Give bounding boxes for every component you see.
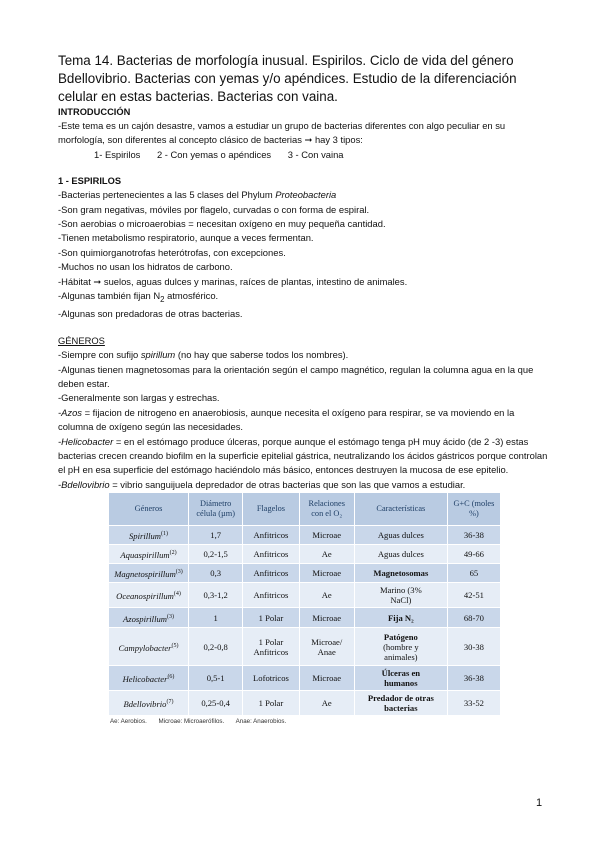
oxygen-cell: Microae [299, 608, 354, 628]
table-row [109, 564, 501, 583]
table-row [109, 628, 501, 666]
espirilos-line: -Hábitat ➞ suelos, aguas dulces y marinas, raíces de plantas, intestino de animales. [58, 275, 408, 287]
table-row [109, 583, 501, 608]
oxygen-cell: Microae [299, 526, 354, 545]
espirilos-line: -Muchos no usan los hidratos de carbono. [58, 261, 233, 273]
espirilos-line: -Bacterias pertenecientes a las 5 clases del Phylum Proteobacteria [58, 189, 337, 201]
column-header: Diámetro célula (µm) [189, 493, 243, 526]
diameter-cell: 0,2-1,5 [189, 545, 243, 564]
column-header: Flagelos [243, 493, 299, 526]
gc-cell: 49-66 [447, 545, 500, 564]
features-cell: Predador de otras bacterias [354, 691, 447, 716]
features-cell: Aguas dulces [354, 545, 447, 564]
generos-line: -Generalmente son largas y estrechas. [58, 392, 220, 404]
genus-cell: Campylobacter$^{(5)}$ [109, 628, 189, 666]
espirilos-line: -Algunas son predadoras de otras bacterias. [58, 308, 243, 320]
gc-cell: 42-51 [447, 583, 500, 608]
type-item: 3 - Con vaina [287, 148, 344, 160]
gc-cell: 36-38 [447, 666, 500, 691]
diameter-cell: 0,2-0,8 [189, 628, 243, 666]
features-cell: Aguas dulces [354, 526, 447, 545]
flagella-cell: 1 Polar [243, 691, 299, 716]
diameter-cell: 0,25-0,4 [189, 691, 243, 716]
intro-heading: INTRODUCCIÓN [58, 107, 131, 117]
column-header: Géneros [109, 493, 189, 526]
table-row [109, 691, 501, 716]
table-row [109, 545, 501, 564]
type-item: 1- Espirilos [94, 148, 141, 160]
table-row [109, 666, 501, 691]
espirilos-line: -Algunas también fijan $N_2$ atmosférico. [58, 290, 219, 304]
features-cell: Fija N₂ [354, 608, 447, 628]
genus-cell: Spirillum$^{(1)}$ [109, 526, 189, 545]
diameter-cell: 1,7 [189, 526, 243, 545]
gc-cell: 68-70 [447, 608, 500, 628]
flagella-cell: Anfitricos [243, 545, 299, 564]
intro-text: -Este tema es un cajón desastre, vamos a estudiar un grupo de bacterias diferentes con algo peculiar en su morfología, son diferentes al concepto clásico de bacterias ➞ hay 3 tipos: [58, 120, 506, 146]
espirilos-line: -Son gram negativas, móviles por flagelo, curvadas o con forma de espiral. [58, 203, 370, 215]
page-number: 1 [536, 797, 543, 809]
types-list [94, 148, 548, 162]
flagella-cell: Lofotricos [243, 666, 299, 691]
features-cell: Magnetosomas [354, 564, 447, 583]
gc-cell: 33-52 [447, 691, 500, 716]
generos-line: -Helicobacter = en el estómago produce úlceras, porque aunque el estómago tenga pH muy ácido (de 2 -3) estas bacterias crecen creando biofilm en la superficie epitelial gástrica, neutralizando los ácidos gástricos porque controlan el pH en esa superficie del estómago haciéndolo más básico, entonces destruyen la mucosa de ese epitelio. [58, 435, 548, 476]
oxygen-cell: Microae [299, 666, 354, 691]
generos-line: -Bdellovibrio = vibrio sanguijuela depredador de otras bacterias que son las que vamos a estudiar. [58, 478, 466, 490]
genus-cell: Azospirillum$^{(3)}$ [109, 608, 189, 628]
features-cell: Patógeno (hombre y animales) [354, 628, 447, 666]
diameter-cell: 0,3 [189, 564, 243, 583]
genus-cell: Oceanospirillum$^{(4)}$ [109, 583, 189, 608]
table-legend: Ae: Aerobios. Microae: Microaerófilos. Anae: Anaerobios. [110, 718, 287, 726]
flagella-cell: Anfitricos [243, 564, 299, 583]
diameter-cell: 1 [189, 608, 243, 628]
table-row [109, 526, 501, 545]
column-header: Características [354, 493, 447, 526]
flagella-cell: Anfitricos [243, 583, 299, 608]
type-item: 2 - Con yemas o apéndices [156, 148, 272, 160]
espirilos-heading: 1 - ESPIRILOS [58, 176, 122, 187]
gc-cell: 30-38 [447, 628, 500, 666]
flagella-cell: 1 Polar Anfitricos [243, 628, 299, 666]
flagella-cell: Anfitricos [243, 526, 299, 545]
genus-cell: Bdellovibrio$^{(7)}$ [109, 691, 189, 716]
generos-heading: GÉNEROS [58, 334, 105, 346]
oxygen-cell: Ae [299, 545, 354, 564]
oxygen-cell: Microae/ Anae [299, 628, 354, 666]
table-row [109, 608, 501, 628]
bacteria-table [108, 492, 501, 716]
diameter-cell: 0,3-1,2 [189, 583, 243, 608]
flagella-cell: 1 Polar [243, 608, 299, 628]
column-header: G+C (moles %) [447, 493, 500, 526]
column-header: Relaciones con el O₂ [299, 493, 354, 526]
genus-cell: Magnetospirillum$^{(3)}$ [109, 564, 189, 583]
diameter-cell: 0,5-1 [189, 666, 243, 691]
features-cell: Marino (3% NaCl) [354, 583, 447, 608]
page [58, 52, 548, 725]
oxygen-cell: Microae [299, 564, 354, 583]
oxygen-cell: Ae [299, 583, 354, 608]
generos-line: -Algunas tienen magnetosomas para la orientación según el campo magnético, regulan la columna agua en la que deben estar. [58, 363, 534, 389]
genus-cell: Aquaspirillum$^{(2)}$ [109, 545, 189, 564]
espirilos-line: -Tienen metabolismo respiratorio, aunque a veces fermentan. [58, 232, 314, 244]
gc-cell: 65 [447, 564, 500, 583]
features-cell: Úlceras en humanos [354, 666, 447, 691]
espirilos-line: -Son aerobias o microaerobias = necesitan oxígeno en muy pequeña cantidad. [58, 218, 386, 230]
genus-cell: Helicobacter$^{(6)}$ [109, 666, 189, 691]
generos-line: -Azos = fijacion de nitrogeno en anaerobiosis, aunque necesita el oxígeno para respirar, se va moviendo en la columna de oxígeno según las necesidades. [58, 406, 515, 433]
table-header-row [109, 493, 501, 526]
espirilos-line: -Son quimiorganotrofas heterótrofas, con excepciones. [58, 246, 286, 258]
oxygen-cell: Ae [299, 691, 354, 716]
generos-line: -Siempre con sufijo spirillum (no hay que saberse todos los nombres). [58, 349, 349, 361]
page-title: Tema 14. Bacterias de morfología inusual. Espirilos. Ciclo de vida del género Bdellovibrio. Bacterias con yemas y/o apéndices. Estudio de la diferenciación celular en estas bacterias. Bacterias con vaina. [58, 53, 517, 104]
gc-cell: 36-38 [447, 526, 500, 545]
